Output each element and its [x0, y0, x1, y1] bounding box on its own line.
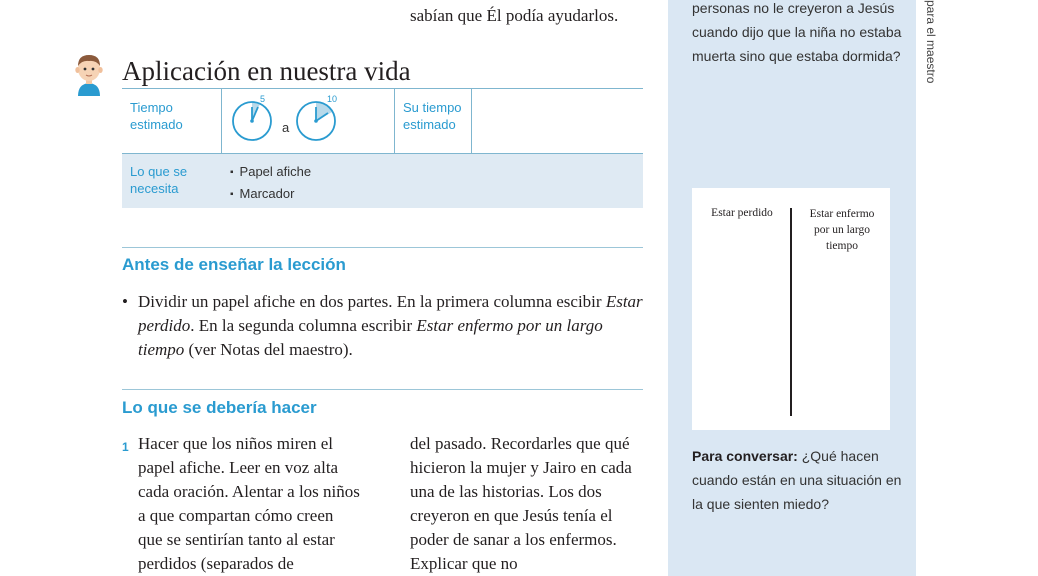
poster-divider-line [790, 208, 792, 416]
your-time-label: Su tiempo estimado [403, 100, 462, 132]
step-1-column-2: del pasado. Recordarles que qué hicieron la mujer y Jairo en cada una de las historias. Los dos creyeron en que Jesús tenía el poder de sanar a los enfermos. Explicar que no [410, 434, 632, 573]
step-1-text: Hacer que los niños miren el papel afiche. Leer en voz alta cada oración. Alentar a los niños a que compartan cómo creen que se sentirían tanto al estar perdidos (separados de [138, 434, 360, 573]
estimated-time-label: Tiempo estimado [130, 100, 183, 132]
materials-label: Lo que se necesita [130, 164, 188, 196]
divider [122, 389, 643, 390]
time-connector: a [282, 120, 290, 135]
boy-avatar-icon [72, 52, 106, 96]
material-item: ▪ Marcador [230, 184, 311, 206]
time-and-materials-table [122, 88, 643, 208]
what-to-do-heading: Lo que se debería hacer [122, 398, 317, 417]
discussion-text: ¿Qué hacen cuando están en una situación en la que sienten miedo? [692, 448, 902, 512]
time-row [122, 89, 643, 154]
bullet: • [122, 292, 128, 311]
before-lesson-instruction: • Dividir un papel afiche en dos partes. En la primera columna escibir Estar perdido. En la segunda columna escribir Estar enfermo por un largo tiempo (ver Notas del maestro). [122, 292, 643, 359]
materials-row [122, 154, 643, 208]
vertical-margin-label: para el maestro [924, 0, 938, 84]
before-lesson-heading: Antes de enseñar la lección [122, 255, 346, 274]
poster-column-left: Estar perdido [711, 207, 773, 219]
time-min-label: 5 [260, 94, 266, 104]
material-item: ▪ Papel afiche [230, 162, 311, 184]
section-title: Aplicación en nuestra vida [122, 56, 411, 86]
clock-5-min-icon [230, 93, 274, 143]
previous-paragraph-end: sabían que Él podía ayudarlos. [410, 6, 619, 25]
time-max-label: 10 [327, 94, 338, 104]
step-number: 1 [122, 440, 129, 454]
divider [122, 247, 643, 248]
materials-list [230, 162, 311, 206]
discussion-label: Para conversar: [692, 448, 798, 464]
step-1-column-1 [122, 432, 362, 576]
sidebar-question-text: personas no le creyeron a Jesús cuando dijo que la niña no estaba muerta sino que estaba dormida? [692, 0, 902, 64]
discussion-prompt [692, 444, 902, 516]
poster-column-right: Estar enfermo por un largo tiempo [809, 208, 875, 252]
poster-illustration [692, 188, 890, 430]
